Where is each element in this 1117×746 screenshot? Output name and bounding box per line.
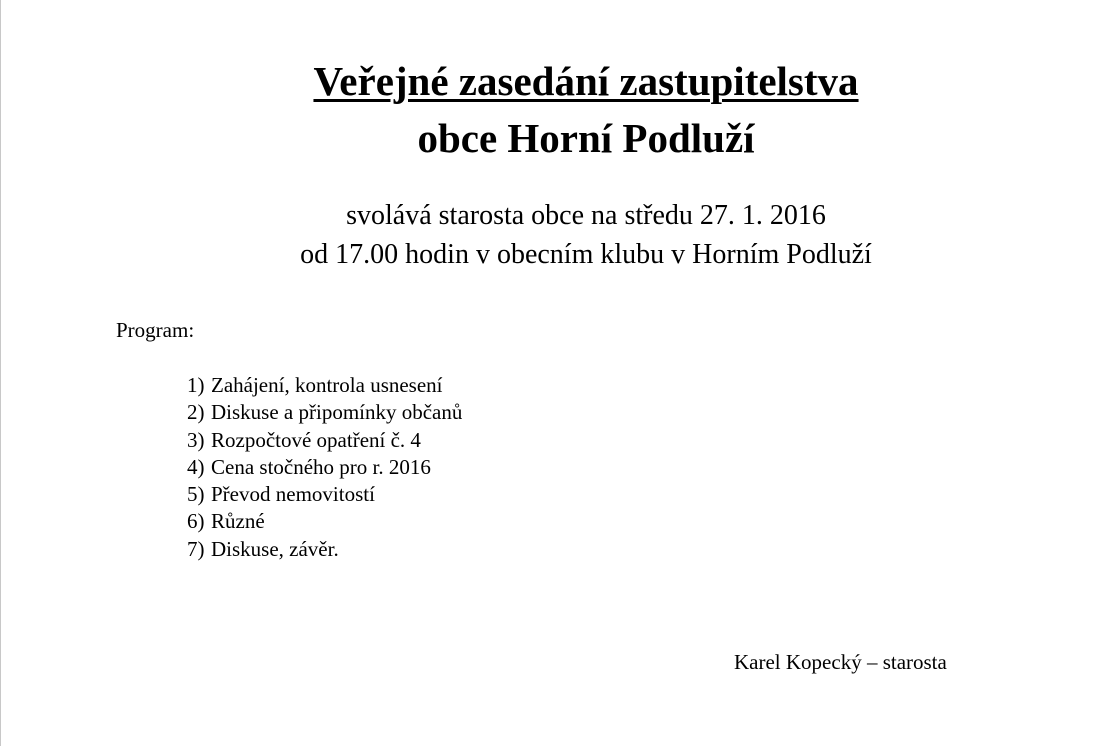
list-item-text: Zahájení, kontrola usnesení: [211, 373, 443, 397]
list-item: [187, 481, 462, 508]
program-label: Program:: [116, 318, 195, 342]
subtitle-line-2: od 17.00 hodin v obecním klubu v Horním Podluží: [300, 239, 872, 270]
list-item-text: Diskuse a připomínky občanů: [211, 400, 463, 425]
list-item: [187, 399, 462, 426]
list-item-text: Různé: [211, 509, 265, 534]
list-item-text: Rozpočtové opatření č. 4: [211, 427, 421, 452]
list-item-text: Převod nemovitostí: [211, 482, 375, 507]
list-item: [187, 536, 462, 563]
program-list: [187, 372, 462, 563]
list-item: [187, 454, 462, 481]
title-heading: [1, 56, 1117, 106]
list-item-text: Diskuse, závěr.: [211, 536, 339, 561]
list-item-number: 4): [187, 454, 205, 479]
list-item-number: 2): [187, 400, 205, 425]
list-item: [187, 508, 462, 535]
list-item-number: 1): [187, 373, 205, 397]
list-item: [187, 372, 462, 399]
subtitle-line-1: svolává starosta obce na středu 27. 1. 2016: [346, 200, 826, 231]
list-item: [187, 427, 462, 454]
title-line-2: obce Horní Podluží: [417, 115, 755, 161]
signature: Karel Kopecký – starosta: [734, 650, 947, 674]
list-item-text: Cena stočného pro r. 2016: [211, 454, 431, 479]
list-item-number: 3): [187, 427, 205, 452]
title-line-1: Veřejné zasedání zastupitelstva: [313, 58, 859, 104]
list-item-number: 7): [187, 536, 205, 561]
list-item-number: 6): [187, 509, 205, 534]
list-item-number: 5): [187, 482, 205, 507]
